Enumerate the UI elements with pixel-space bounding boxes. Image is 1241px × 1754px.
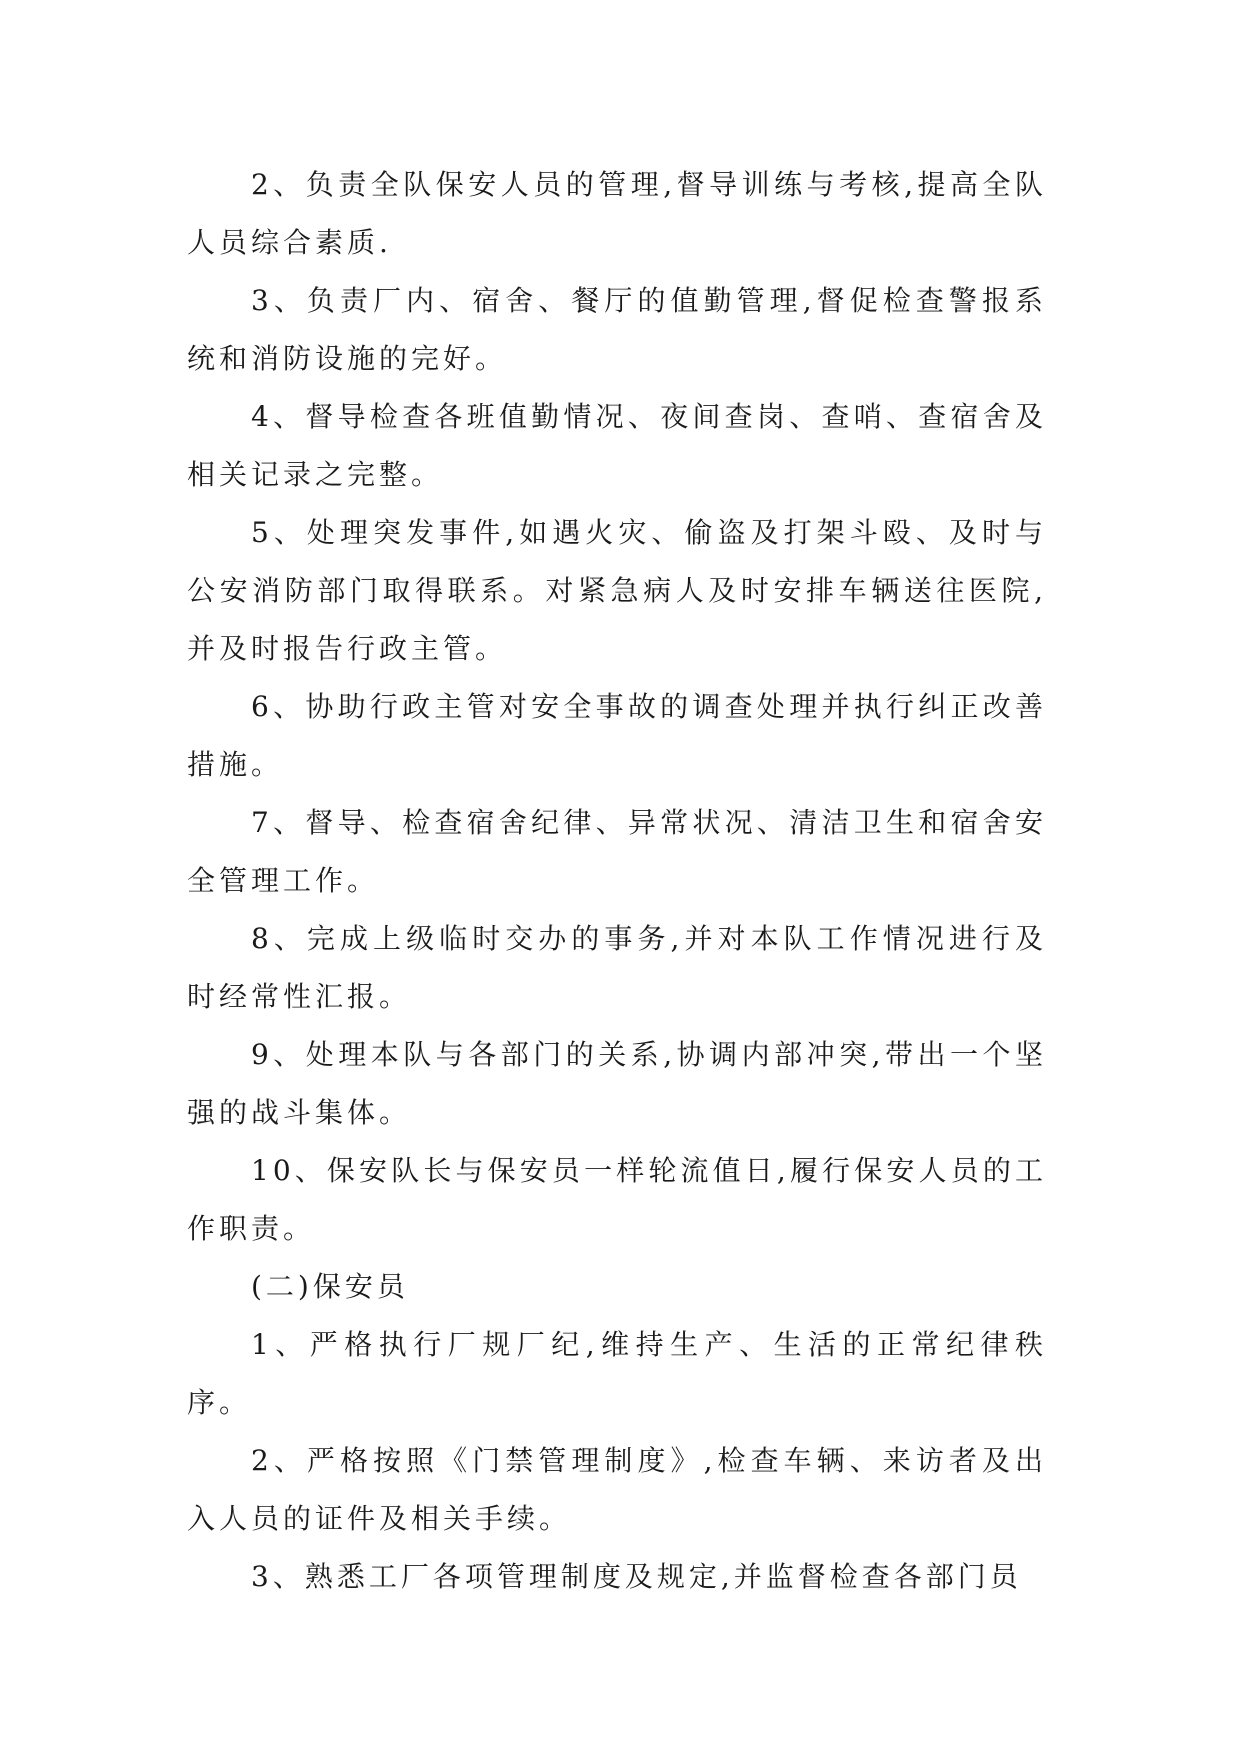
guard-paragraph-1: 1、严格执行厂规厂纪,维持生产、生活的正常纪律秩序。 [187,1328,1047,1419]
document-body [187,156,1047,1606]
paragraph-3: 3、负责厂内、宿舍、餐厅的值勤管理,督促检查警报系统和消防设施的完好。 [187,284,1047,375]
paragraph-9: 9、处理本队与各部门的关系,协调内部冲突,带出一个坚强的战斗集体。 [187,1038,1047,1129]
guard-paragraph-2: 2、严格按照《门禁管理制度》,检查车辆、来访者及出入人员的证件及相关手续。 [187,1444,1047,1535]
paragraph-5: 5、处理突发事件,如遇火灾、偷盗及打架斗殴、及时与公安消防部门取得联系。对紧急病人及时安排车辆送往医院,并及时报告行政主管。 [187,516,1047,665]
paragraph-2: 2、负责全队保安人员的管理,督导训练与考核,提高全队人员综合素质. [187,168,1047,259]
paragraph-8: 8、完成上级临时交办的事务,并对本队工作情况进行及时经常性汇报。 [187,922,1047,1013]
paragraph-6: 6、协助行政主管对安全事故的调查处理并执行纠正改善措施。 [187,690,1047,781]
guard-paragraph-3: 3、熟悉工厂各项管理制度及规定,并监督检查各部门员 [251,1560,1022,1593]
section-heading-security-guard: (二)保安员 [251,1270,409,1303]
paragraph-10: 10、保安队长与保安员一样轮流值日,履行保安人员的工作职责。 [187,1154,1047,1245]
paragraph-4: 4、督导检查各班值勤情况、夜间查岗、查哨、查宿舍及相关记录之完整。 [187,400,1047,491]
paragraph-7: 7、督导、检查宿舍纪律、异常状况、清洁卫生和宿舍安全管理工作。 [187,806,1047,897]
